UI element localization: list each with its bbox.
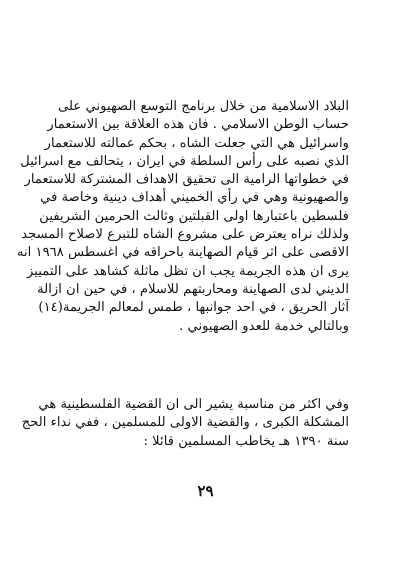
text-line: واسرائيل هي التي جعلت الشاه ، بحكم عمالته للاستعمار <box>44 135 349 151</box>
text-line: والصهيونية وهي في رأي الخميني أهداف دينية وخاصة في <box>40 190 349 206</box>
text-line: الذي نصبه على رأس السلطة في ايران ، يتحالف مع اسرائيل <box>20 153 349 169</box>
paragraph-2 <box>21 396 349 451</box>
text-line: فلسطين باعتبارها اولى القبلتين وثالث الحرمين الشريفين <box>39 208 349 224</box>
text-line: في خطواتها الرامية الى تحقيق الاهداف المشتركة للاستعمار <box>24 172 349 188</box>
text-line: وفي اكثر من مناسبة يشير الى ان القضية الفلسطينية هي <box>38 397 349 412</box>
text-line: يرى ان هذه الجريمة يجب ان تظل ماثلة كشاهد على التمييز <box>27 263 349 279</box>
text-line: البلاد الاسلامية من خلال برنامج التوسع الصهيوني على <box>58 99 349 114</box>
page-number: ٢٩ <box>197 482 214 500</box>
text-line: حساب الوطن الاسلامي . فان هذه العلاقة بين الاستعمار <box>47 117 349 133</box>
text-line: ولذلك نراه يعترض على مشروع الشاه للتبرع لاصلاح المسجد <box>21 227 349 243</box>
text-line: آثار الحريق ، في احد جوانبها ، طمس لمعالم الجريمة(١٤) <box>38 300 349 316</box>
text-line: سنة ١٣٩٠ هـ يخاطب المسلمين قائلا : <box>143 433 349 449</box>
paragraph-1 <box>16 98 349 336</box>
text-line: وبالتالي خدمة للعدو الصهيوني . <box>179 318 349 334</box>
text-line: الديني لدى الصهاينة ومحاربتهم للاسلام ، في حين ان ازالة <box>37 281 349 297</box>
text-line: المشكلة الكبرى ، والقضية الاولى للمسلمين ، ففي نداء الحج <box>21 415 349 431</box>
text-line: الاقصى على اثر قيام الصهاينة باحراقه في اغسطس ١٩٦٨ انه <box>16 245 349 261</box>
